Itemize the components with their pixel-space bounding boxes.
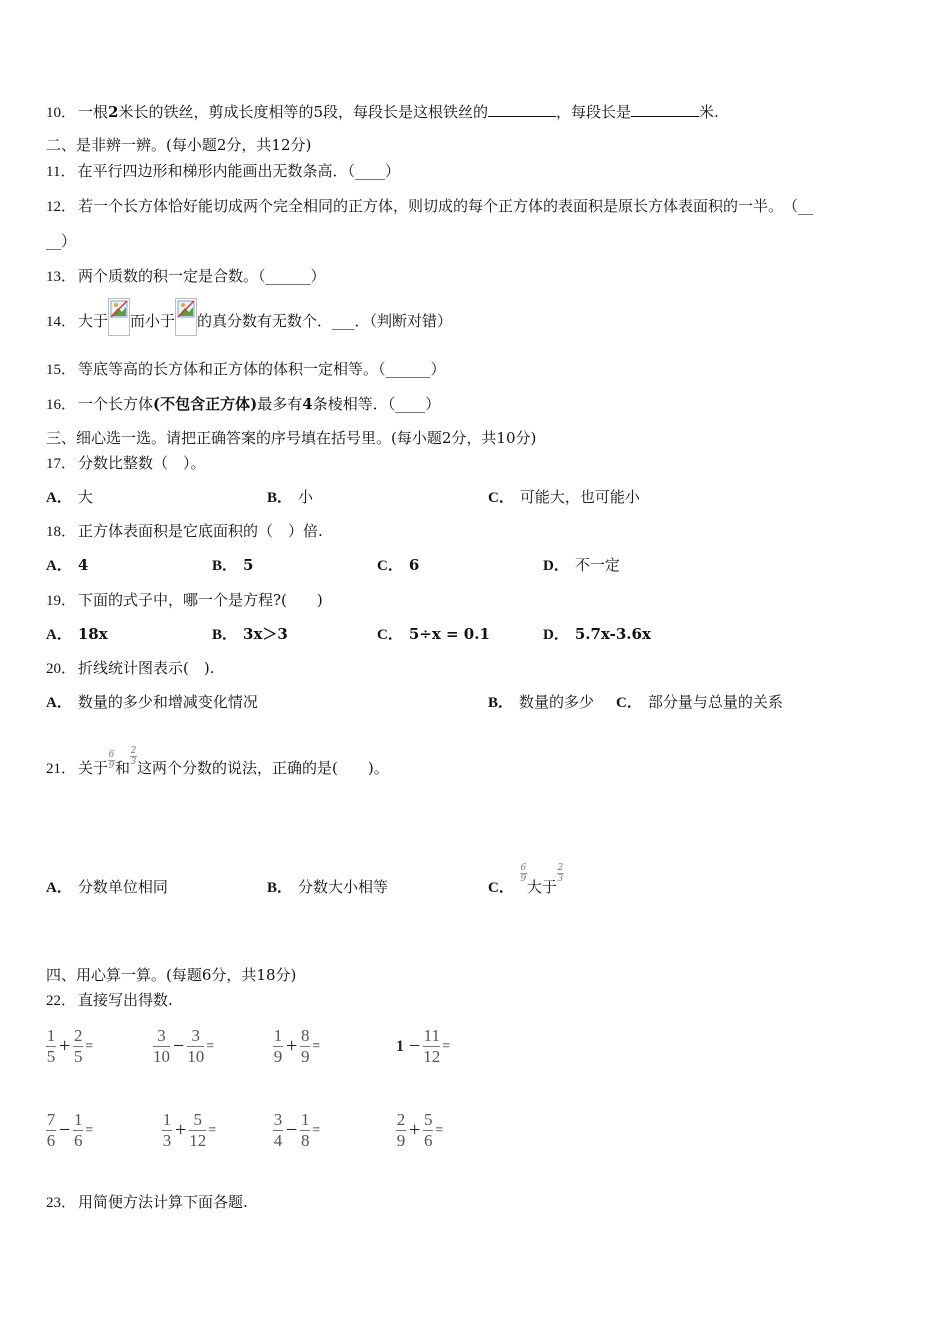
option-c[interactable]: C． 部分量与总量的关系 [616, 693, 783, 711]
option-c[interactable]: C． $\frac{6}{9}$ 大于 $\frac{2}{3}$ [488, 863, 564, 896]
answer-blank[interactable] [488, 102, 556, 117]
question-17: 17． 分数比整数（ ）。 [46, 454, 206, 472]
option-c[interactable]: C． 6 [377, 556, 420, 574]
option-a[interactable]: A． 数量的多少和增减变化情况 [46, 693, 258, 711]
option-b[interactable]: B． 5 [212, 556, 254, 574]
question-11: 11． 在平行四边形和梯形内能画出无数条高．（____） [46, 162, 400, 180]
option-d[interactable]: D． 5.7x-3.6x [543, 625, 651, 643]
calc-item: $\frac{3}{10}$ − $\frac{3}{10}$ = [153, 1026, 215, 1066]
calc-item: $\frac{1}{5}$ + $\frac{2}{5}$ = [46, 1026, 94, 1066]
calc-item: $\frac{7}{6}$ − $\frac{1}{6}$ = [46, 1110, 94, 1150]
broken-image-icon [108, 298, 130, 336]
option-a[interactable]: A． 4 [46, 556, 89, 574]
question-21: 21． 关于 $\frac{6}{9}$ 和 $\frac{2}{3}$ 这两个分数的说法，正确的是( )。 [46, 746, 389, 777]
broken-image-icon [175, 298, 197, 336]
calc-item: 1 − $\frac{11}{12}$ = [396, 1026, 451, 1066]
calc-item: $\frac{3}{4}$ − $\frac{1}{8}$ = [273, 1110, 321, 1150]
question-18: 18． 正方体表面积是它底面积的（ ）倍. [46, 522, 323, 540]
question-19: 19． 下面的式子中，哪一个是方程?( ) [46, 591, 323, 609]
question-number: 10． [46, 105, 77, 121]
question-23: 23． 用简便方法计算下面各题. [46, 1193, 248, 1211]
option-b[interactable]: B． 数量的多少 [488, 693, 595, 711]
question-12-continuation: __） [46, 232, 77, 250]
question-10: 10． 一根2米长的铁丝，剪成长度相等的5段，每段长是这根铁丝的 ，每段长是 米. [46, 103, 719, 121]
option-a[interactable]: A． 18x [46, 625, 108, 643]
fraction: $\frac{6}{9}$ [108, 750, 115, 771]
calc-item: $\frac{2}{9}$ + $\frac{5}{6}$ = [396, 1110, 444, 1150]
calc-item: $\frac{1}{3}$ + $\frac{5}{12}$ = [162, 1110, 217, 1150]
question-22: 22． 直接写出得数. [46, 991, 173, 1009]
section-3-heading: 三、细心选一选。请把正确答案的序号填在括号里。(每小题2分，共10分) [46, 429, 537, 447]
fraction: $\frac{2}{3}$ [557, 863, 564, 884]
option-a[interactable]: A． 分数单位相同 [46, 878, 168, 896]
option-b[interactable]: B． 小 [267, 488, 314, 506]
answer-blank[interactable] [631, 102, 699, 117]
option-b[interactable]: B． 分数大小相等 [267, 878, 389, 896]
option-c[interactable]: C． 5÷x = 0.1 [377, 625, 490, 643]
question-12: 12． 若一个长方体恰好能切成两个完全相同的正方体，则切成的每个正方体的表面积是原长方体表面积的一半。 （__ [46, 197, 814, 215]
calc-item: $\frac{1}{9}$ + $\frac{8}{9}$ = [273, 1026, 321, 1066]
question-14: 14． 大于 而小于 的真分数有无数个．___．（判断对错） [46, 308, 452, 336]
section-4-heading: 四、用心算一算。(每题6分，共18分) [46, 966, 297, 984]
option-c[interactable]: C． 可能大，也可能小 [488, 488, 640, 506]
question-15: 15． 等底等高的长方体和正方体的体积一定相等。（______） [46, 360, 446, 378]
question-16: 16． 一个长方体(不包含正方体)最多有4条棱相等．（____） [46, 395, 441, 413]
section-2-heading: 二、是非辨一辨。(每小题2分，共12分) [46, 136, 312, 154]
fraction: $\frac{6}{9}$ [520, 863, 527, 884]
option-b[interactable]: B． 3x＞3 [212, 625, 288, 643]
fraction: $\frac{2}{3}$ [130, 746, 137, 767]
option-a[interactable]: A． 大 [46, 488, 93, 506]
option-d[interactable]: D． 不一定 [543, 556, 620, 574]
question-13: 13． 两个质数的积一定是合数。（______） [46, 267, 326, 285]
question-20: 20． 折线统计图表示( ). [46, 659, 215, 677]
